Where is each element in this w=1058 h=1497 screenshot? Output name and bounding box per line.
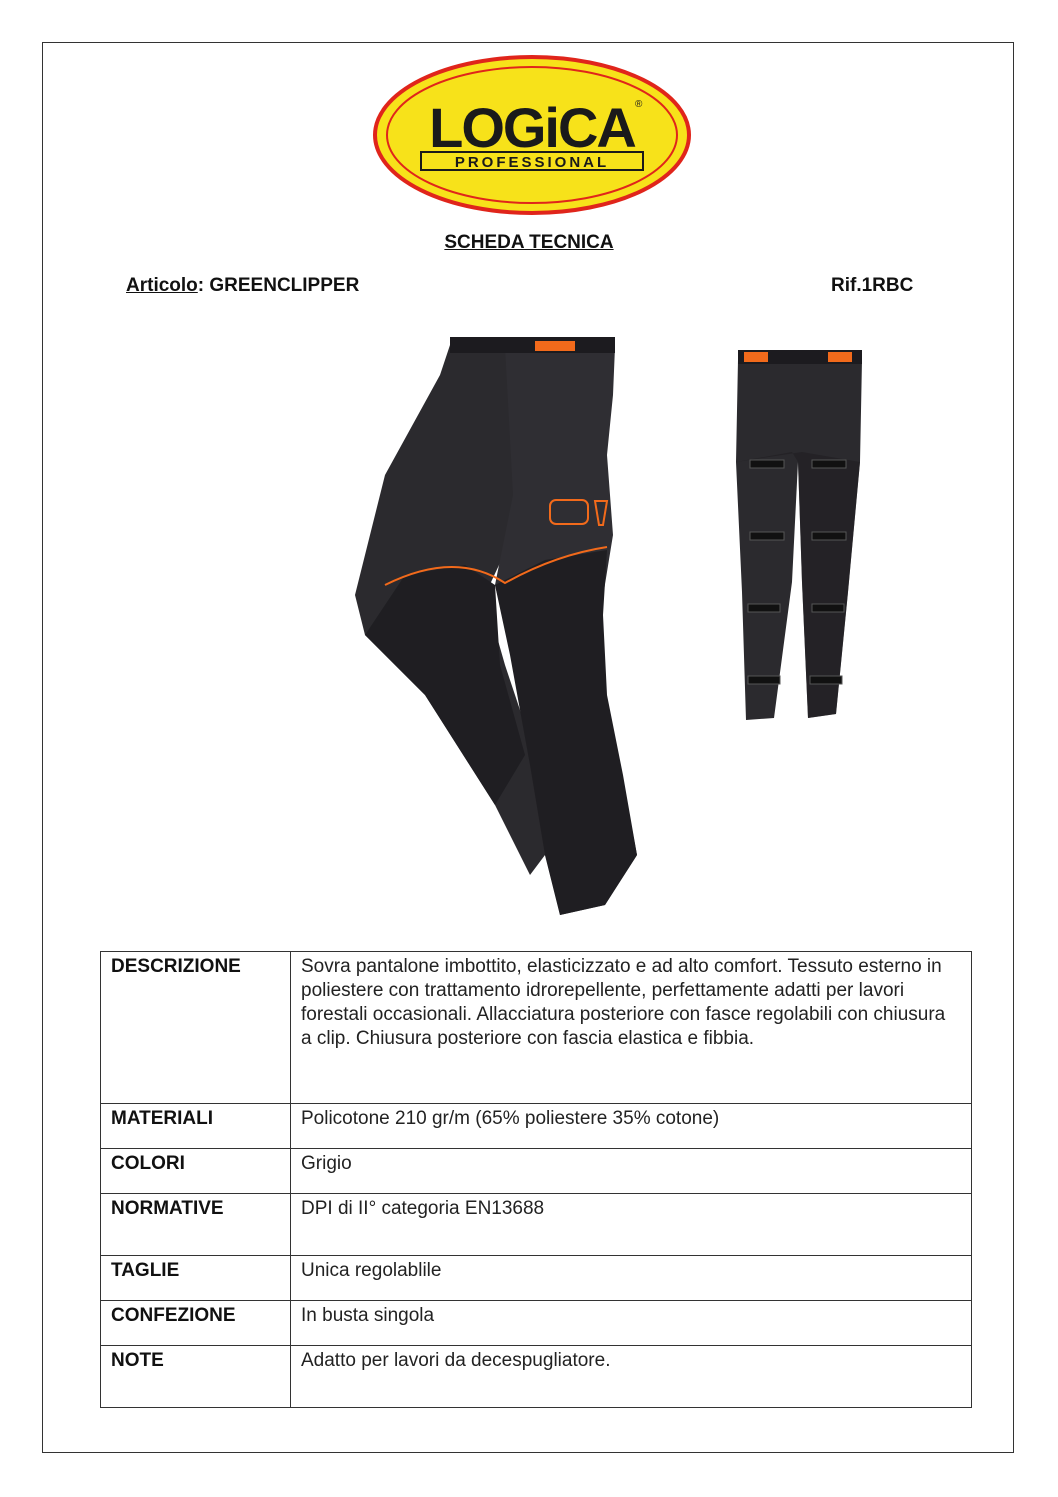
spec-value: Sovra pantalone imbottito, elasticizzato e ad alto comfort. Tessuto esterno in poliestere con trattamento idrorepellente, perfettamente adatti per lavori forestali occasionali. Allacciatura posteriore con fasce regolabili con chiusura a clip. Chiusura posteriore con fascia elastica e fibbia. [291, 952, 972, 1104]
spec-value: Unica regolablile [291, 1256, 972, 1301]
table-row [101, 1149, 972, 1194]
logica-logo [373, 55, 691, 215]
spec-key: NOTE [101, 1346, 291, 1408]
spec-value: In busta singola [291, 1301, 972, 1346]
spec-key: COLORI [101, 1149, 291, 1194]
page-title: SCHEDA TECNICA [444, 232, 614, 253]
table-row [101, 1301, 972, 1346]
reference-code: Rif.1RBC [831, 275, 914, 296]
table-row [101, 1194, 972, 1256]
spec-value: Policotone 210 gr/m (65% poliestere 35% cotone) [291, 1104, 972, 1149]
chainsaw-protective-trousers-back-icon [732, 342, 868, 724]
spec-value: Adatto per lavori da decespugliatore. [291, 1346, 972, 1408]
spec-value: DPI di II° categoria EN13688 [291, 1194, 972, 1256]
table-row [101, 952, 972, 1104]
spec-key: NORMATIVE [101, 1194, 291, 1256]
table-row [101, 1256, 972, 1301]
logo-registered-mark: ® [635, 99, 643, 110]
table-row [101, 1104, 972, 1149]
logo-sub-text: PROFESSIONAL [454, 154, 610, 171]
spec-key: MATERIALI [101, 1104, 291, 1149]
spec-value: Grigio [291, 1149, 972, 1194]
spec-key: TAGLIE [101, 1256, 291, 1301]
article-label: Articolo [126, 275, 198, 296]
table-row [101, 1346, 972, 1408]
logo-brand-text: LOGiCA [429, 96, 635, 159]
article-line [126, 275, 359, 297]
chainsaw-protective-trousers-front-icon [345, 335, 645, 920]
spec-key: CONFEZIONE [101, 1301, 291, 1346]
spec-key: DESCRIZIONE [101, 952, 291, 1104]
article-value: : GREENCLIPPER [197, 275, 360, 296]
spec-table [100, 951, 972, 1408]
